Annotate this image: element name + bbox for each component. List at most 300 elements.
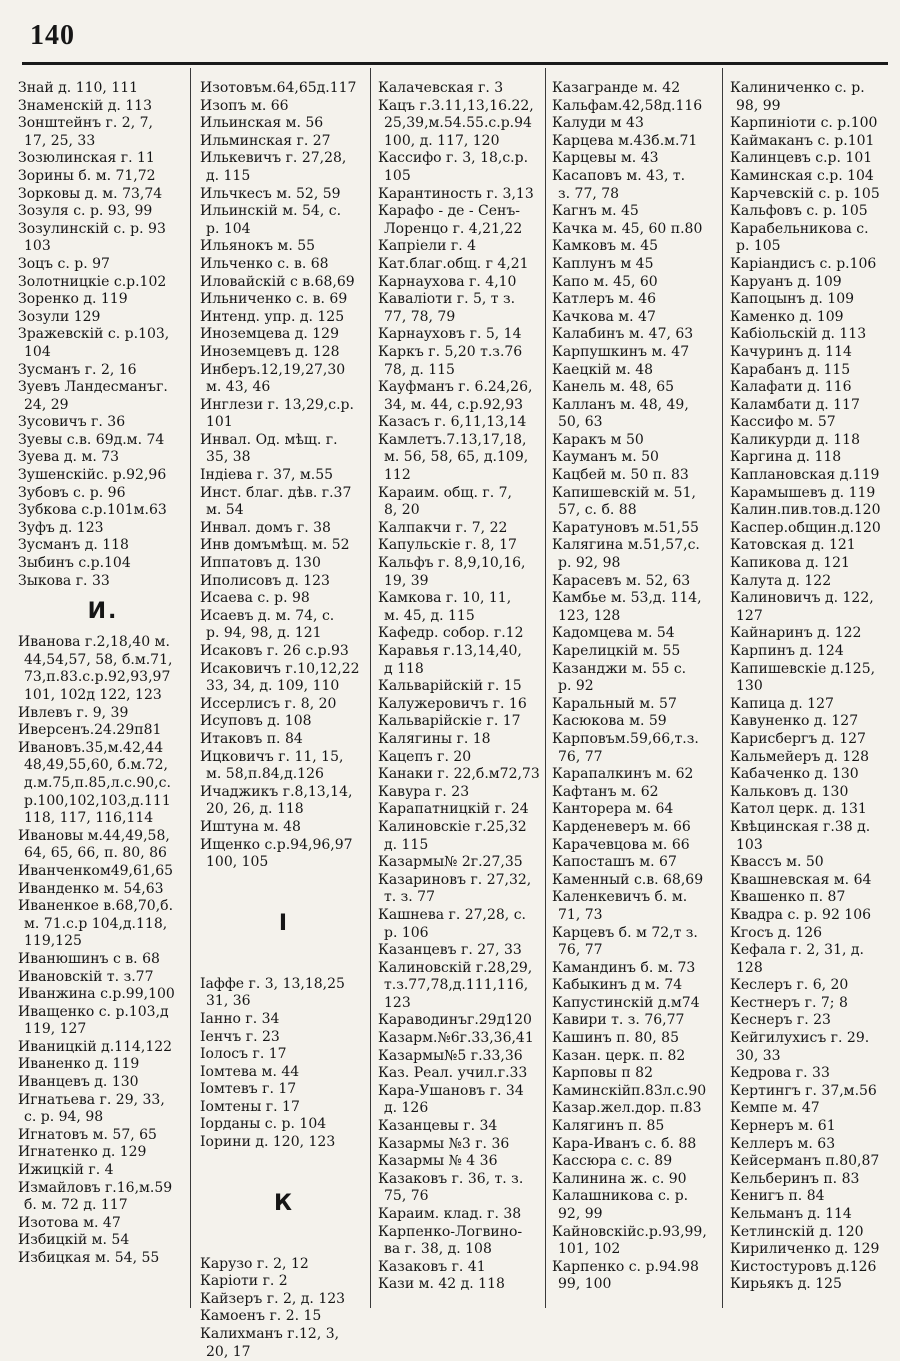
entry-continuation: 100, д. 117, 120 <box>384 132 500 149</box>
index-entry: Калягины г. 18 <box>378 730 491 747</box>
index-entry: Инберъ.12,19,27,30 <box>200 361 346 378</box>
index-entry: Камбье м. 53,д. 114, <box>552 590 702 607</box>
index-entry: Капосташъ м. 67 <box>552 854 677 871</box>
index-entry: Казан. церк. п. 82 <box>552 1047 686 1064</box>
index-entry: Зыбинъ с.р.104 <box>18 555 131 572</box>
index-entry: Каплунъ м 45 <box>552 255 654 272</box>
index-entry: Казанцевы г. 34 <box>378 1118 498 1135</box>
index-entry: Каріоти г. 2 <box>200 1273 288 1290</box>
index-entry: Кайнаринъ д. 122 <box>730 625 862 642</box>
index-entry: Кедрова г. 33 <box>730 1065 830 1082</box>
entry-continuation: 31, 36 <box>206 993 251 1010</box>
index-entry: Каменный с.в. 68,69 <box>552 871 704 888</box>
index-entry: Каймаканъ с. р.101 <box>730 132 875 149</box>
index-entry: Кетлинскій д. 120 <box>730 1223 864 1240</box>
index-entry: Итаковъ п. 84 <box>200 730 303 747</box>
index-entry: Зозюлинская г. 11 <box>18 150 155 167</box>
index-entry: Кеснеръ г. 23 <box>730 1012 831 1029</box>
index-entry: Карнаухова г. 4,10 <box>378 273 517 290</box>
index-entry: Иппатовъ д. 130 <box>200 555 321 572</box>
index-entry: Камоенъ г. 2. 15 <box>200 1308 322 1325</box>
index-entry: Карцева м.43б.м.71 <box>552 132 698 149</box>
index-entry: Изотовъм.64,65д.117 <box>200 80 357 96</box>
index-entry: Карабанъ д. 115 <box>730 361 851 378</box>
index-entry: Келлеръ м. 63 <box>730 1135 836 1152</box>
index-entry: Касаповъ м. 43, т. <box>552 167 686 184</box>
entry-continuation: 112 <box>384 467 411 484</box>
entry-continuation: 123, 128 <box>558 607 621 624</box>
index-entry: Ивлевъ г. 9, 39 <box>18 704 129 721</box>
index-entry: Ивановы м.44,49,58, <box>18 827 170 844</box>
entry-continuation: 57, с. б. 88 <box>558 502 637 519</box>
entry-continuation: 76, 77 <box>558 942 603 959</box>
index-entry: Иноземцева д. 129 <box>200 326 339 343</box>
index-entry: Кальфам.42,58д.116 <box>552 97 703 114</box>
entry-continuation: 103 <box>736 836 763 853</box>
entry-continuation: 25,39,м.54.55.с.р.94 <box>384 115 532 132</box>
index-entry: Кирьякъ д. 125 <box>730 1276 842 1293</box>
index-entry: Капишевскій м. 51, <box>552 484 696 501</box>
index-entry: Калягина м.51,57,с. <box>552 537 700 554</box>
index-entry: Карцевы м. 43 <box>552 150 659 167</box>
index-column-3 <box>378 80 543 1294</box>
index-entry: Калуди м 43 <box>552 115 644 132</box>
index-entry: Кагнъ м. 45 <box>552 203 639 220</box>
index-entry: Іомтевъ г. 17 <box>200 1081 297 1098</box>
index-entry: Квѣцинская г.38 д. <box>730 818 871 835</box>
index-entry: Капица д. 127 <box>730 695 834 712</box>
index-entry: Калягинъ п. 85 <box>552 1118 665 1135</box>
index-entry: Кальмейеръ д. 128 <box>730 748 870 765</box>
index-entry: Камкова г. 10, 11, <box>378 590 512 607</box>
index-entry: Каликурди д. 118 <box>730 431 860 448</box>
index-entry: Кеслеръ г. 6, 20 <box>730 977 849 994</box>
index-entry: Ильниченко с. в. 69 <box>200 291 348 308</box>
section-gap <box>200 1226 368 1256</box>
index-entry: Зубкова с.р.101м.63 <box>18 502 167 519</box>
index-entry: Каратуновъ м.51,55 <box>552 519 699 536</box>
index-entry: Казар.жел.дор. п.83 <box>552 1100 702 1117</box>
index-entry: Зонштейнъ г. 2, 7, <box>18 115 153 132</box>
index-entry: Казанджи м. 55 с. <box>552 660 687 677</box>
index-entry: Исаева с. р. 98 <box>200 590 310 607</box>
index-entry: Квассъ м. 50 <box>730 854 824 871</box>
section-gap <box>200 946 368 976</box>
index-entry: Иваненко д. 119 <box>18 1056 140 1073</box>
index-entry: Квашенко п. 87 <box>730 889 846 906</box>
index-entry: Кальфовъ с. р. 105 <box>730 203 868 220</box>
entry-continuation: д 118 <box>384 660 424 677</box>
section-letter: К <box>274 1190 294 1216</box>
entry-continuation: 8, 20 <box>384 502 420 519</box>
index-entry: Кайновскійс.р.93,99, <box>552 1223 707 1240</box>
index-entry: Качуринъ д. 114 <box>730 343 852 360</box>
index-entry: Кафедр. собор. г.12 <box>378 625 524 642</box>
index-entry: Иштуна м. 48 <box>200 818 301 835</box>
index-entry: Кистостуровъ д.126 <box>730 1258 877 1275</box>
index-entry: Кириличенко д. 129 <box>730 1241 880 1258</box>
index-entry: Иванюшинъ с в. 68 <box>18 950 160 967</box>
index-entry: Казариновъ г. 27,32, <box>378 871 532 888</box>
index-entry: Инст. благ. дѣв. г.37 <box>200 484 352 501</box>
index-entry: Каріандисъ с. р.106 <box>730 255 877 272</box>
index-entry: Зыкова г. 33 <box>18 572 110 589</box>
section-letter: І <box>278 910 290 936</box>
index-entry: Изопъ м. 66 <box>200 97 289 114</box>
entry-continuation: р.100,102,103,д.111 <box>24 792 171 809</box>
entry-continuation: 30, 33 <box>736 1047 781 1064</box>
index-entry: Зозулинскій с. р. 93 <box>18 220 166 237</box>
index-entry: Иванченком49,61,65 <box>18 862 174 879</box>
index-entry: Калиниченко с. р. <box>730 80 865 96</box>
index-entry: Исаковъ г. 26 с.р.93 <box>200 643 349 659</box>
entry-continuation: м. 71.с.р 104,д.118, <box>24 915 168 932</box>
index-entry: Игнатовъ м. 57, 65 <box>18 1126 157 1143</box>
index-entry: Зусманъ г. 2, 16 <box>18 361 137 378</box>
entry-continuation: 101, 102д 122, 123 <box>24 687 162 703</box>
index-entry: Казармы№ 2г.27,35 <box>378 854 523 871</box>
index-entry: Калачевская г. 3 <box>378 80 504 96</box>
index-entry: Кальварійскій г. 15 <box>378 678 522 695</box>
entry-continuation: д. 115 <box>384 836 429 853</box>
entry-continuation: 76, 77 <box>558 748 603 765</box>
index-entry: Кавалiоти г. 5, т з. <box>378 291 516 308</box>
index-entry: Каракъ м 50 <box>552 431 644 448</box>
index-entry: Иноземцевъ д. 128 <box>200 343 340 360</box>
index-entry: Калланъ м. 48, 49, <box>552 396 689 413</box>
entry-continuation: 33, 34, д. 109, 110 <box>206 678 340 695</box>
index-entry: Караводинъг.29д120 <box>378 1012 532 1029</box>
index-entry: Исаковичъ г.10,12,22 <box>200 660 360 677</box>
index-entry: Іорини д. 120, 123 <box>200 1134 336 1151</box>
index-entry: Карповъм.59,66,т.з. <box>552 730 699 747</box>
index-entry: Ищенко с.р.94,96,97 <box>200 836 353 853</box>
index-entry: Кара-Ушановъ г. 34 <box>378 1082 524 1099</box>
column-separator <box>545 68 546 1308</box>
index-entry: Кафтанъ м. 62 <box>552 783 659 800</box>
entry-continuation: 119, 127 <box>24 1021 87 1038</box>
index-entry: Кацепъ г. 20 <box>378 748 472 765</box>
index-entry: Камандинъ б. м. 73 <box>552 959 696 976</box>
index-entry: Кавура г. 23 <box>378 783 470 800</box>
index-entry: Караим. общ. г. 7, <box>378 484 512 501</box>
entry-continuation: д.м.75,п.85,л.с.90,с. <box>24 774 171 791</box>
entry-continuation: м. 54 <box>206 502 244 519</box>
index-entry: Канаки г. 22,б.м72,73 <box>378 766 540 783</box>
index-entry: Иссерлисъ г. 8, 20 <box>200 695 337 712</box>
entry-continuation: 24, 29 <box>24 396 69 413</box>
index-column-2 <box>200 80 368 1361</box>
entry-continuation: 75, 76 <box>384 1188 429 1205</box>
index-entry: Зуевъ Ландесманъг. <box>18 379 168 396</box>
index-entry: Инвал. Од. мѣщ. г. <box>200 431 338 448</box>
index-entry: Кат.благ.общ. г 4,21 <box>378 255 529 272</box>
index-entry: Калинина ж. с. 90 <box>552 1170 687 1187</box>
index-entry: Карамышевъ д. 119 <box>730 484 876 501</box>
index-entry: Иваненкое в.68,70,б. <box>18 898 174 915</box>
index-entry: Калиновскіе г.25,32 <box>378 818 527 835</box>
entry-continuation: 92, 99 <box>558 1206 603 1222</box>
index-entry: Карисбергъ д. 127 <box>730 730 866 747</box>
index-column-1 <box>18 80 188 1268</box>
index-entry: Калиновскій г.28,29, <box>378 959 533 976</box>
entry-continuation: 105 <box>384 167 411 184</box>
index-entry: Казаковъ г. 41 <box>378 1258 486 1275</box>
index-entry: Зуфъ д. 123 <box>18 519 104 536</box>
index-entry: Ильченко с. в. 68 <box>200 255 329 272</box>
index-entry: Кайзеръ г. 2, д. 123 <box>200 1290 346 1307</box>
entry-continuation: д. 115 <box>206 167 251 184</box>
index-entry: Качка м. 45, 60 п.80 <box>552 220 703 237</box>
index-entry: Кара-Иванъ с. б. 88 <box>552 1135 697 1152</box>
index-entry: Кенигъ п. 84 <box>730 1188 825 1205</box>
index-entry: Кассифо г. 3, 18,с.р. <box>378 150 529 167</box>
index-entry: Карабельникова с. <box>730 220 869 237</box>
index-entry: Кацъ г.3.11,13,16.22, <box>378 97 534 114</box>
entry-continuation: 20, 17 <box>206 1343 251 1360</box>
index-entry: Кабаченко д. 130 <box>730 766 859 783</box>
index-entry: Калашникова с. р. <box>552 1188 689 1205</box>
index-entry: Канторера м. 64 <box>552 801 674 818</box>
index-entry: Зусовичъ г. 36 <box>18 414 126 431</box>
index-entry: Каплановская д.119 <box>730 467 880 484</box>
index-entry: Казармы №3 г. 36 <box>378 1135 510 1152</box>
index-entry: Карпинъ д. 124 <box>730 643 844 659</box>
index-entry: Карцевъ б. м 72,т з. <box>552 924 698 941</box>
entry-continuation: 99, 100 <box>558 1276 612 1293</box>
index-entry: Карузо г. 2, 12 <box>200 1255 309 1272</box>
entry-continuation: 50, 63 <box>558 414 603 431</box>
section-gap <box>200 872 368 902</box>
index-entry: Казаковъ г. 36, т. з. <box>378 1170 524 1187</box>
entry-continuation: м. 45, д. 115 <box>384 607 475 624</box>
index-entry: Кадомцева м. 54 <box>552 625 675 642</box>
entry-continuation: м. 58,п.84,д.126 <box>206 766 324 783</box>
entry-continuation: 73,п.83.с.р.92,93,97 <box>24 669 171 686</box>
index-entry: Кашнева г. 27,28, с. <box>378 906 526 923</box>
index-entry: Кемпе м. 47 <box>730 1100 820 1117</box>
index-entry: Карповы п 82 <box>552 1065 653 1082</box>
index-entry: Кальварійскіе г. 17 <box>378 713 521 730</box>
index-entry: Капишевскіе д.125, <box>730 660 876 677</box>
index-entry: Каменко д. 109 <box>730 308 844 325</box>
index-column-4 <box>552 80 720 1294</box>
index-entry: Изотова м. 47 <box>18 1214 121 1231</box>
index-entry: Кабыкинъ д м. 74 <box>552 977 683 994</box>
index-entry: Кельберинъ п. 83 <box>730 1170 860 1187</box>
index-entry: Знаменскій д. 113 <box>18 97 152 114</box>
index-entry: Зорковы д. м. 73,74 <box>18 185 163 202</box>
entry-continuation: т. з. 77 <box>384 889 435 906</box>
index-entry: Калин.пив.тов.д.120 <box>730 502 881 519</box>
index-entry: Калабинъ м. 47, 63 <box>552 326 694 343</box>
index-entry: Катлеръ м. 46 <box>552 291 657 308</box>
index-entry: Зуевы с.в. 69д.м. 74 <box>18 431 165 448</box>
index-entry: Измайловъ г.16,м.59 <box>18 1179 173 1196</box>
index-entry: Кейсерманъ п.80,87 <box>730 1153 880 1170</box>
entry-continuation: 100, 105 <box>206 854 269 871</box>
index-entry: Карапатницкій г. 24 <box>378 801 529 818</box>
index-entry: Каргина д. 118 <box>730 449 842 466</box>
index-entry: Іолосъ г. 17 <box>200 1046 287 1063</box>
entry-continuation: р. 106 <box>384 924 429 941</box>
index-entry: Ижицкій г. 4 <box>18 1162 114 1179</box>
index-entry: Іаффе г. 3, 13,18,25 <box>200 975 345 992</box>
index-entry: Камковъ м. 45 <box>552 238 659 255</box>
index-entry: Кашинъ п. 80, 85 <box>552 1030 679 1047</box>
index-entry: Зорины б. м. 71,72 <box>18 167 156 184</box>
entry-continuation: р. 94, 98, д. 121 <box>206 625 322 642</box>
index-entry: Канель м. 48, 65 <box>552 379 675 396</box>
index-entry: Иванжина с.р.99,100 <box>18 986 175 1003</box>
index-entry: Кассифо м. 57 <box>730 414 836 431</box>
index-entry: Капоцынъ д. 109 <box>730 291 855 308</box>
index-entry: Ильчкесъ м. 52, 59 <box>200 185 341 202</box>
index-entry: Іорданы с. р. 104 <box>200 1116 327 1133</box>
entry-continuation: т.з.77,78,д.111,116, <box>384 977 529 994</box>
index-entry: Ильянокъ м. 55 <box>200 238 316 255</box>
index-entry: Карачевцова м. 66 <box>552 836 690 853</box>
index-entry: Каминская с.р. 104 <box>730 167 874 184</box>
index-entry: Калужеровичъ г. 16 <box>378 695 527 712</box>
index-entry: Кавуненко д. 127 <box>730 713 859 730</box>
page-number: 140 <box>30 20 75 51</box>
index-entry: Катол церк. д. 131 <box>730 801 867 818</box>
index-entry: Капустинскій д.м74 <box>552 994 700 1011</box>
column-separator <box>722 68 723 1308</box>
index-entry: Карденеверъ м. 66 <box>552 818 691 835</box>
entry-continuation: 101 <box>206 414 233 431</box>
entry-continuation: 77, 78, 79 <box>384 308 456 325</box>
index-entry: Карнауховъ г. 5, 14 <box>378 326 522 343</box>
index-entry: Каспер.общин.д.120 <box>730 519 881 536</box>
index-entry: Качкова м. 47 <box>552 308 656 325</box>
index-entry: Касюкова м. 59 <box>552 713 667 730</box>
entry-continuation: 130 <box>736 678 763 695</box>
index-entry: Калафати д. 116 <box>730 379 852 396</box>
index-entry: Кабіольскій д. 113 <box>730 326 867 343</box>
index-entry: Зоренко д. 119 <box>18 291 128 308</box>
index-entry: Инглези г. 13,29,с.р. <box>200 396 354 413</box>
entry-continuation: д. 126 <box>384 1100 429 1117</box>
index-entry: Карпенко с. р.94.98 <box>552 1258 699 1275</box>
index-entry: Казагранде м. 42 <box>552 80 681 96</box>
entry-continuation: 20, 26, д. 118 <box>206 801 304 818</box>
index-entry: Каральный м. 57 <box>552 695 677 712</box>
index-entry: Казармы № 4 36 <box>378 1153 498 1170</box>
index-entry: Кази м. 42 д. 118 <box>378 1276 505 1293</box>
index-entry: Знай д. 110, 111 <box>18 80 139 96</box>
entry-continuation: р. 104 <box>206 220 251 237</box>
index-entry: Каркъ г. 5,20 т.з.76 <box>378 343 523 360</box>
index-entry: Исаевъ д. м. 74, с. <box>200 607 335 624</box>
index-entry: Іанно г. 34 <box>200 1010 280 1027</box>
index-entry: Иващенко с. р.103,д <box>18 1003 169 1020</box>
index-entry: Избицкій м. 54 <box>18 1232 130 1249</box>
index-entry: Инвал. домъ г. 38 <box>200 519 331 536</box>
index-entry: Иванова г.2,18,40 м. <box>18 634 170 651</box>
entry-continuation: 123 <box>384 994 411 1011</box>
entry-continuation: 103 <box>24 238 51 255</box>
column-separator <box>370 68 371 1308</box>
index-entry: Казанцевъ г. 27, 33 <box>378 942 522 959</box>
index-entry: Карелицкій м. 55 <box>552 643 681 659</box>
index-entry: Ичаджикъ г.8,13,14, <box>200 783 353 800</box>
index-entry: Карпушкинъ м. 47 <box>552 343 690 360</box>
index-entry: Калинцевъ с.р. 101 <box>730 150 873 167</box>
index-entry: Капо м. 45, 60 <box>552 273 658 290</box>
index-entry: Зуева д. м. 73 <box>18 449 120 466</box>
index-entry: Зражевскій с. р.103, <box>18 326 170 343</box>
entry-continuation: б. м. 72 д. 117 <box>24 1197 128 1214</box>
index-entry: Кауманъ м. 50 <box>552 449 659 466</box>
entry-continuation: р. 105 <box>736 238 781 255</box>
entry-continuation: ва г. 38, д. 108 <box>384 1241 492 1258</box>
index-entry: Казарм.№6г.33,36,41 <box>378 1030 534 1047</box>
index-entry: Иваницкій д.114,122 <box>18 1038 173 1055</box>
index-entry: Зубовъ с. р. 96 <box>18 484 126 501</box>
index-entry: Илькевичъ г. 27,28, <box>200 150 347 167</box>
section-letter: И. <box>87 599 119 625</box>
index-entry: Кельманъ д. 114 <box>730 1206 852 1222</box>
index-entry: Карасевъ м. 52, 63 <box>552 572 691 589</box>
entry-continuation: с. р. 94, 98 <box>24 1109 104 1126</box>
index-entry: Иловайскій с в.68,69 <box>200 273 355 290</box>
index-entry: Карпиніоти с. р.100 <box>730 115 878 132</box>
index-entry: Избицкая м. 54, 55 <box>18 1250 160 1266</box>
index-entry: Капріели г. 4 <box>378 238 477 255</box>
index-entry: Карчевскій с. р. 105 <box>730 185 880 202</box>
entry-continuation: 98, 99 <box>736 97 781 114</box>
entry-continuation: м. 56, 58, 65, д.109, <box>384 449 529 466</box>
index-entry: Золотницкіе с.р.102 <box>18 273 167 290</box>
index-entry: Игнатьева г. 29, 33, <box>18 1091 165 1108</box>
index-entry: Калпакчи г. 7, 22 <box>378 519 508 536</box>
index-entry: Зушенскійс. р.92,96 <box>18 467 167 484</box>
entry-continuation: 48,49,55,60, б.м.72, <box>24 757 168 774</box>
entry-continuation: 44,54,57, 58, б.м.71, <box>24 651 173 668</box>
index-entry: Иполисовъ д. 123 <box>200 572 330 589</box>
index-entry: Капульскіе г. 8, 17 <box>378 537 517 554</box>
index-entry: Каецкій м. 48 <box>552 361 654 378</box>
index-entry: Кефала г. 2, 31, д. <box>730 942 864 959</box>
column-separator <box>190 68 191 1308</box>
index-entry: Казасъ г. 6,11,13,14 <box>378 414 527 431</box>
index-entry: Кестнеръ г. 7; 8 <box>730 994 848 1011</box>
entry-continuation: 34, м. 44, с.р.92,93 <box>384 396 524 413</box>
entry-continuation: 101, 102 <box>558 1241 621 1258</box>
index-entry: Ицковичъ г. 11, 15, <box>200 748 344 765</box>
index-entry: Кауфманъ г. 6.24,26, <box>378 379 533 396</box>
entry-continuation: 119,125 <box>24 933 82 950</box>
index-entry: Ильинскій м. 54, с. <box>200 203 342 220</box>
index-entry: Кгосъ д. 126 <box>730 924 823 941</box>
index-entry: Кейгилухисъ г. 29. <box>730 1030 870 1047</box>
index-entry: Іомтены г. 17 <box>200 1098 300 1115</box>
index-entry: Исуповъ д. 108 <box>200 713 312 730</box>
entry-continuation: 19, 39 <box>384 572 429 589</box>
index-entry: Ивановъ.35,м.42,44 <box>18 739 164 756</box>
index-entry: Иванцевъ д. 130 <box>18 1074 139 1091</box>
index-entry: Ильинская м. 56 <box>200 115 324 132</box>
index-entry: Каламбати д. 117 <box>730 396 860 413</box>
index-entry: Кавири т. з. 76,77 <box>552 1012 685 1029</box>
index-entry: Карапалкинъ м. 62 <box>552 766 694 783</box>
index-entry: Квашневская м. 64 <box>730 871 872 888</box>
entry-continuation: 128 <box>736 959 763 976</box>
index-entry: Каравья г.13,14,40, <box>378 643 522 659</box>
entry-continuation: з. 77, 78 <box>558 185 620 202</box>
